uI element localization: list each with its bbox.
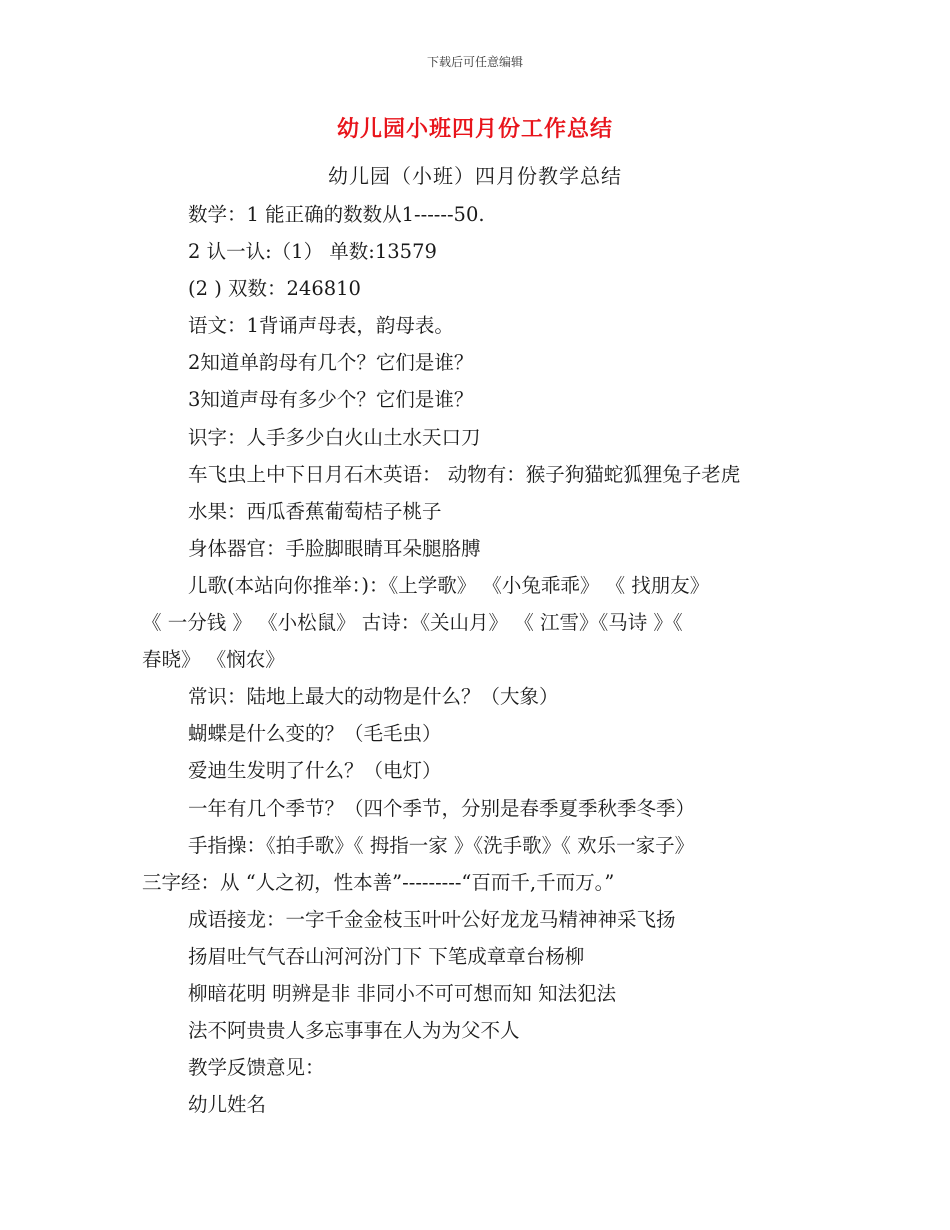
text-line: 幼儿姓名	[188, 1093, 267, 1117]
text-line: 三字经：从 “人之初，性本善”---------“百而千,千而万。”	[142, 870, 615, 894]
text-line: 常识：陆地上最大的动物是什么？（大象）	[188, 685, 559, 709]
text-line: 手指操：《拍手歌》《 拇指一家 》《洗手歌》《 欢乐一家子》	[188, 833, 695, 857]
text-line: 法不阿贵贵人多忘事事在人为为父不人	[188, 1019, 520, 1043]
text-line: 2 认一认:（1） 单数:13579	[188, 240, 437, 264]
text-line: 春晓》 《悯农》	[142, 648, 285, 672]
document-title: 幼儿园小班四月份工作总结	[336, 117, 613, 142]
text-line: 爱迪生发明了什么？（电灯）	[188, 759, 442, 783]
text-line: 扬眉吐气气吞山河河汾门下 下笔成章章台杨柳	[188, 944, 585, 968]
text-line: 身体器官：手脸脚眼睛耳朵腿胳膊	[188, 536, 481, 560]
text-line: 识字：人手多少白火山土水天口刀	[188, 425, 481, 449]
text-line: 车飞虫上中下日月石木英语： 动物有：猴子狗猫蛇狐狸兔子老虎	[188, 462, 741, 486]
text-line: 柳暗花明 明辨是非 非同小不可可想而知 知法犯法	[188, 981, 617, 1005]
text-line: 一年有几个季节？（四个季节，分别是春季夏季秋季冬季）	[188, 796, 696, 820]
text-line: 语文：1背诵声母表，韵母表。	[188, 314, 454, 338]
text-line: 教学反馈意见：	[188, 1056, 325, 1080]
header-note: 下载后可任意编辑	[426, 55, 523, 69]
document-body	[142, 196, 814, 1123]
text-line: 水果：西瓜香蕉葡萄桔子桃子	[188, 499, 442, 523]
text-line: (2 ) 双数：246810	[188, 277, 361, 301]
document-subtitle: 幼儿园（小班）四月份教学总结	[328, 164, 622, 188]
text-line: 成语接龙：一字千金金枝玉叶叶公好龙龙马精神神采飞扬	[188, 907, 676, 931]
text-line: 《 一分钱 》 《小松鼠》 古诗：《关山月》 《 江雪》《马诗 》《	[142, 611, 683, 635]
text-line: 儿歌(本站向你推举：)：《上学歌》 《小兔乖乖》 《 找朋友》	[188, 573, 710, 597]
text-line: 3知道声母有多少个？它们是谁？	[188, 388, 474, 412]
text-line: 数学：1 能正确的数数从1------50.	[188, 203, 485, 226]
text-line: 2知道单韵母有几个？它们是谁？	[188, 351, 474, 375]
text-line: 蝴蝶是什么变的？（毛毛虫）	[188, 722, 442, 746]
